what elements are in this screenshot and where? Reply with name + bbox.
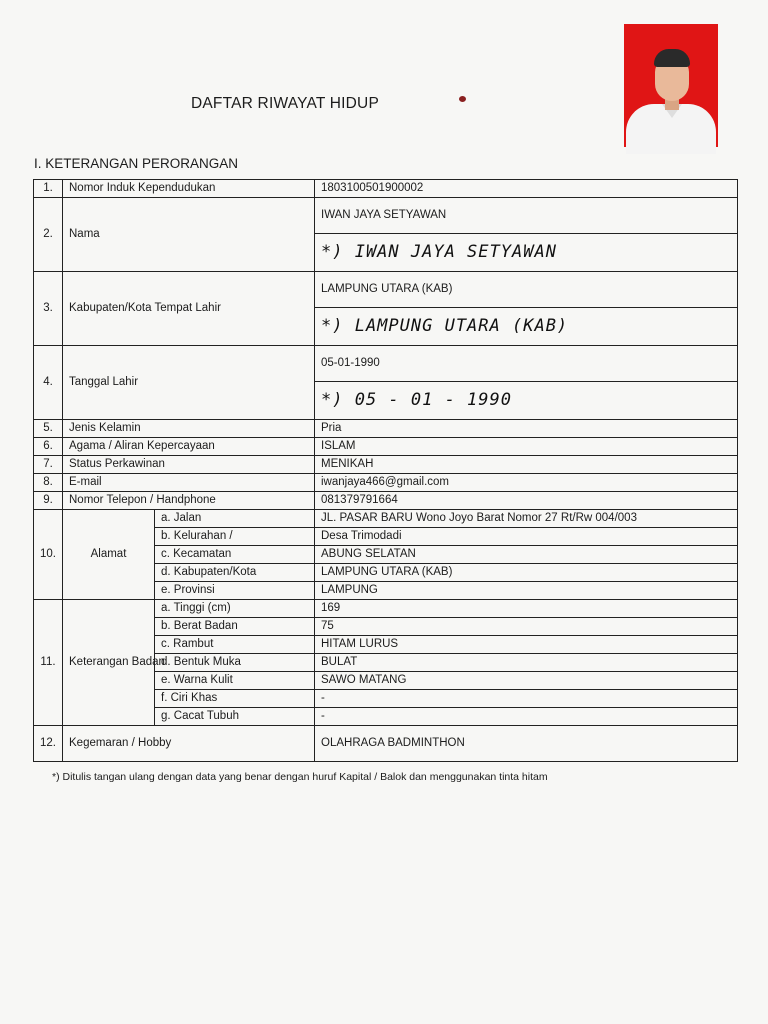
- field-value: 05-01-1990: [315, 346, 738, 382]
- subfield-value: ABUNG SELATAN: [315, 546, 738, 564]
- subfield-label: c. Rambut: [155, 636, 315, 654]
- row-email: [34, 474, 738, 492]
- document-title: DAFTAR RIWAYAT HIDUP: [191, 95, 379, 112]
- subfield-value: -: [315, 690, 738, 708]
- subfield-label: b. Kelurahan /: [155, 528, 315, 546]
- field-label: Nomor Induk Kependudukan: [63, 180, 315, 198]
- subfield-value: LAMPUNG: [315, 582, 738, 600]
- subfield-label: g. Cacat Tubuh: [155, 708, 315, 726]
- row-agama: [34, 438, 738, 456]
- row-tanggal-lahir: [34, 346, 738, 382]
- row-telepon: [34, 492, 738, 510]
- row-status-perkawinan: [34, 456, 738, 474]
- subfield-label: a. Tinggi (cm): [155, 600, 315, 618]
- row-hobby: [34, 726, 738, 762]
- field-label: Keterangan Badan: [63, 600, 155, 726]
- field-label: E-mail: [63, 474, 315, 492]
- field-value: LAMPUNG UTARA (KAB): [315, 272, 738, 308]
- field-value: IWAN JAYA SETYAWAN: [315, 198, 738, 234]
- subfield-value: JL. PASAR BARU Wono Joyo Barat Nomor 27 Rt/Rw 004/003: [315, 510, 738, 528]
- footnote: *) Ditulis tangan ulang dengan data yang benar dengan huruf Kapital / Balok dan menggunakan tinta hitam: [52, 771, 548, 783]
- row-number: 11.: [34, 600, 63, 726]
- subfield-value: 75: [315, 618, 738, 636]
- subfield-value: Desa Trimodadi: [315, 528, 738, 546]
- field-label: Nama: [63, 198, 315, 272]
- row-nama: [34, 198, 738, 234]
- row-number: 9.: [34, 492, 63, 510]
- field-label: Alamat: [63, 510, 155, 600]
- field-value: OLAHRAGA BADMINTHON: [315, 726, 738, 762]
- subfield-label: a. Jalan: [155, 510, 315, 528]
- subfield-value: HITAM LURUS: [315, 636, 738, 654]
- subfield-label: d. Bentuk Muka: [155, 654, 315, 672]
- row-number: 1.: [34, 180, 63, 198]
- field-value: 1803100501900002: [315, 180, 738, 198]
- field-label: Nomor Telepon / Handphone: [63, 492, 315, 510]
- handwritten-value: *) LAMPUNG UTARA (KAB): [315, 308, 738, 346]
- row-number: 6.: [34, 438, 63, 456]
- subfield-value: SAWO MATANG: [315, 672, 738, 690]
- row-number: 12.: [34, 726, 63, 762]
- subfield-label: f. Ciri Khas: [155, 690, 315, 708]
- field-value: Pria: [315, 420, 738, 438]
- row-number: 7.: [34, 456, 63, 474]
- profile-photo: [624, 24, 718, 147]
- field-label: Status Perkawinan: [63, 456, 315, 474]
- row-number: 4.: [34, 346, 63, 420]
- field-value: ISLAM: [315, 438, 738, 456]
- subfield-value: 169: [315, 600, 738, 618]
- row-number: 10.: [34, 510, 63, 600]
- row-number: 5.: [34, 420, 63, 438]
- subfield-label: e. Provinsi: [155, 582, 315, 600]
- field-label: Agama / Aliran Kepercayaan: [63, 438, 315, 456]
- field-value: MENIKAH: [315, 456, 738, 474]
- field-value: iwanjaya466@gmail.com: [315, 474, 738, 492]
- row-number: 8.: [34, 474, 63, 492]
- row-tempat-lahir: [34, 272, 738, 308]
- subfield-label: b. Berat Badan: [155, 618, 315, 636]
- row-number: 2.: [34, 198, 63, 272]
- field-label: Jenis Kelamin: [63, 420, 315, 438]
- field-value: 081379791664: [315, 492, 738, 510]
- section-title: I. KETERANGAN PERORANGAN: [34, 156, 239, 171]
- ink-mark: [459, 96, 466, 102]
- row-alamat: [34, 510, 738, 528]
- subfield-value: BULAT: [315, 654, 738, 672]
- subfield-value: -: [315, 708, 738, 726]
- handwritten-value: *) IWAN JAYA SETYAWAN: [315, 234, 738, 272]
- handwritten-value: *) 05 - 01 - 1990: [315, 382, 738, 420]
- subfield-label: c. Kecamatan: [155, 546, 315, 564]
- personal-info-table: [33, 179, 738, 762]
- subfield-label: e. Warna Kulit: [155, 672, 315, 690]
- row-number: 3.: [34, 272, 63, 346]
- field-label: Tanggal Lahir: [63, 346, 315, 420]
- field-label: Kabupaten/Kota Tempat Lahir: [63, 272, 315, 346]
- row-nik: [34, 180, 738, 198]
- subfield-label: d. Kabupaten/Kota: [155, 564, 315, 582]
- row-badan: [34, 600, 738, 618]
- subfield-value: LAMPUNG UTARA (KAB): [315, 564, 738, 582]
- field-label: Kegemaran / Hobby: [63, 726, 315, 762]
- row-jenis-kelamin: [34, 420, 738, 438]
